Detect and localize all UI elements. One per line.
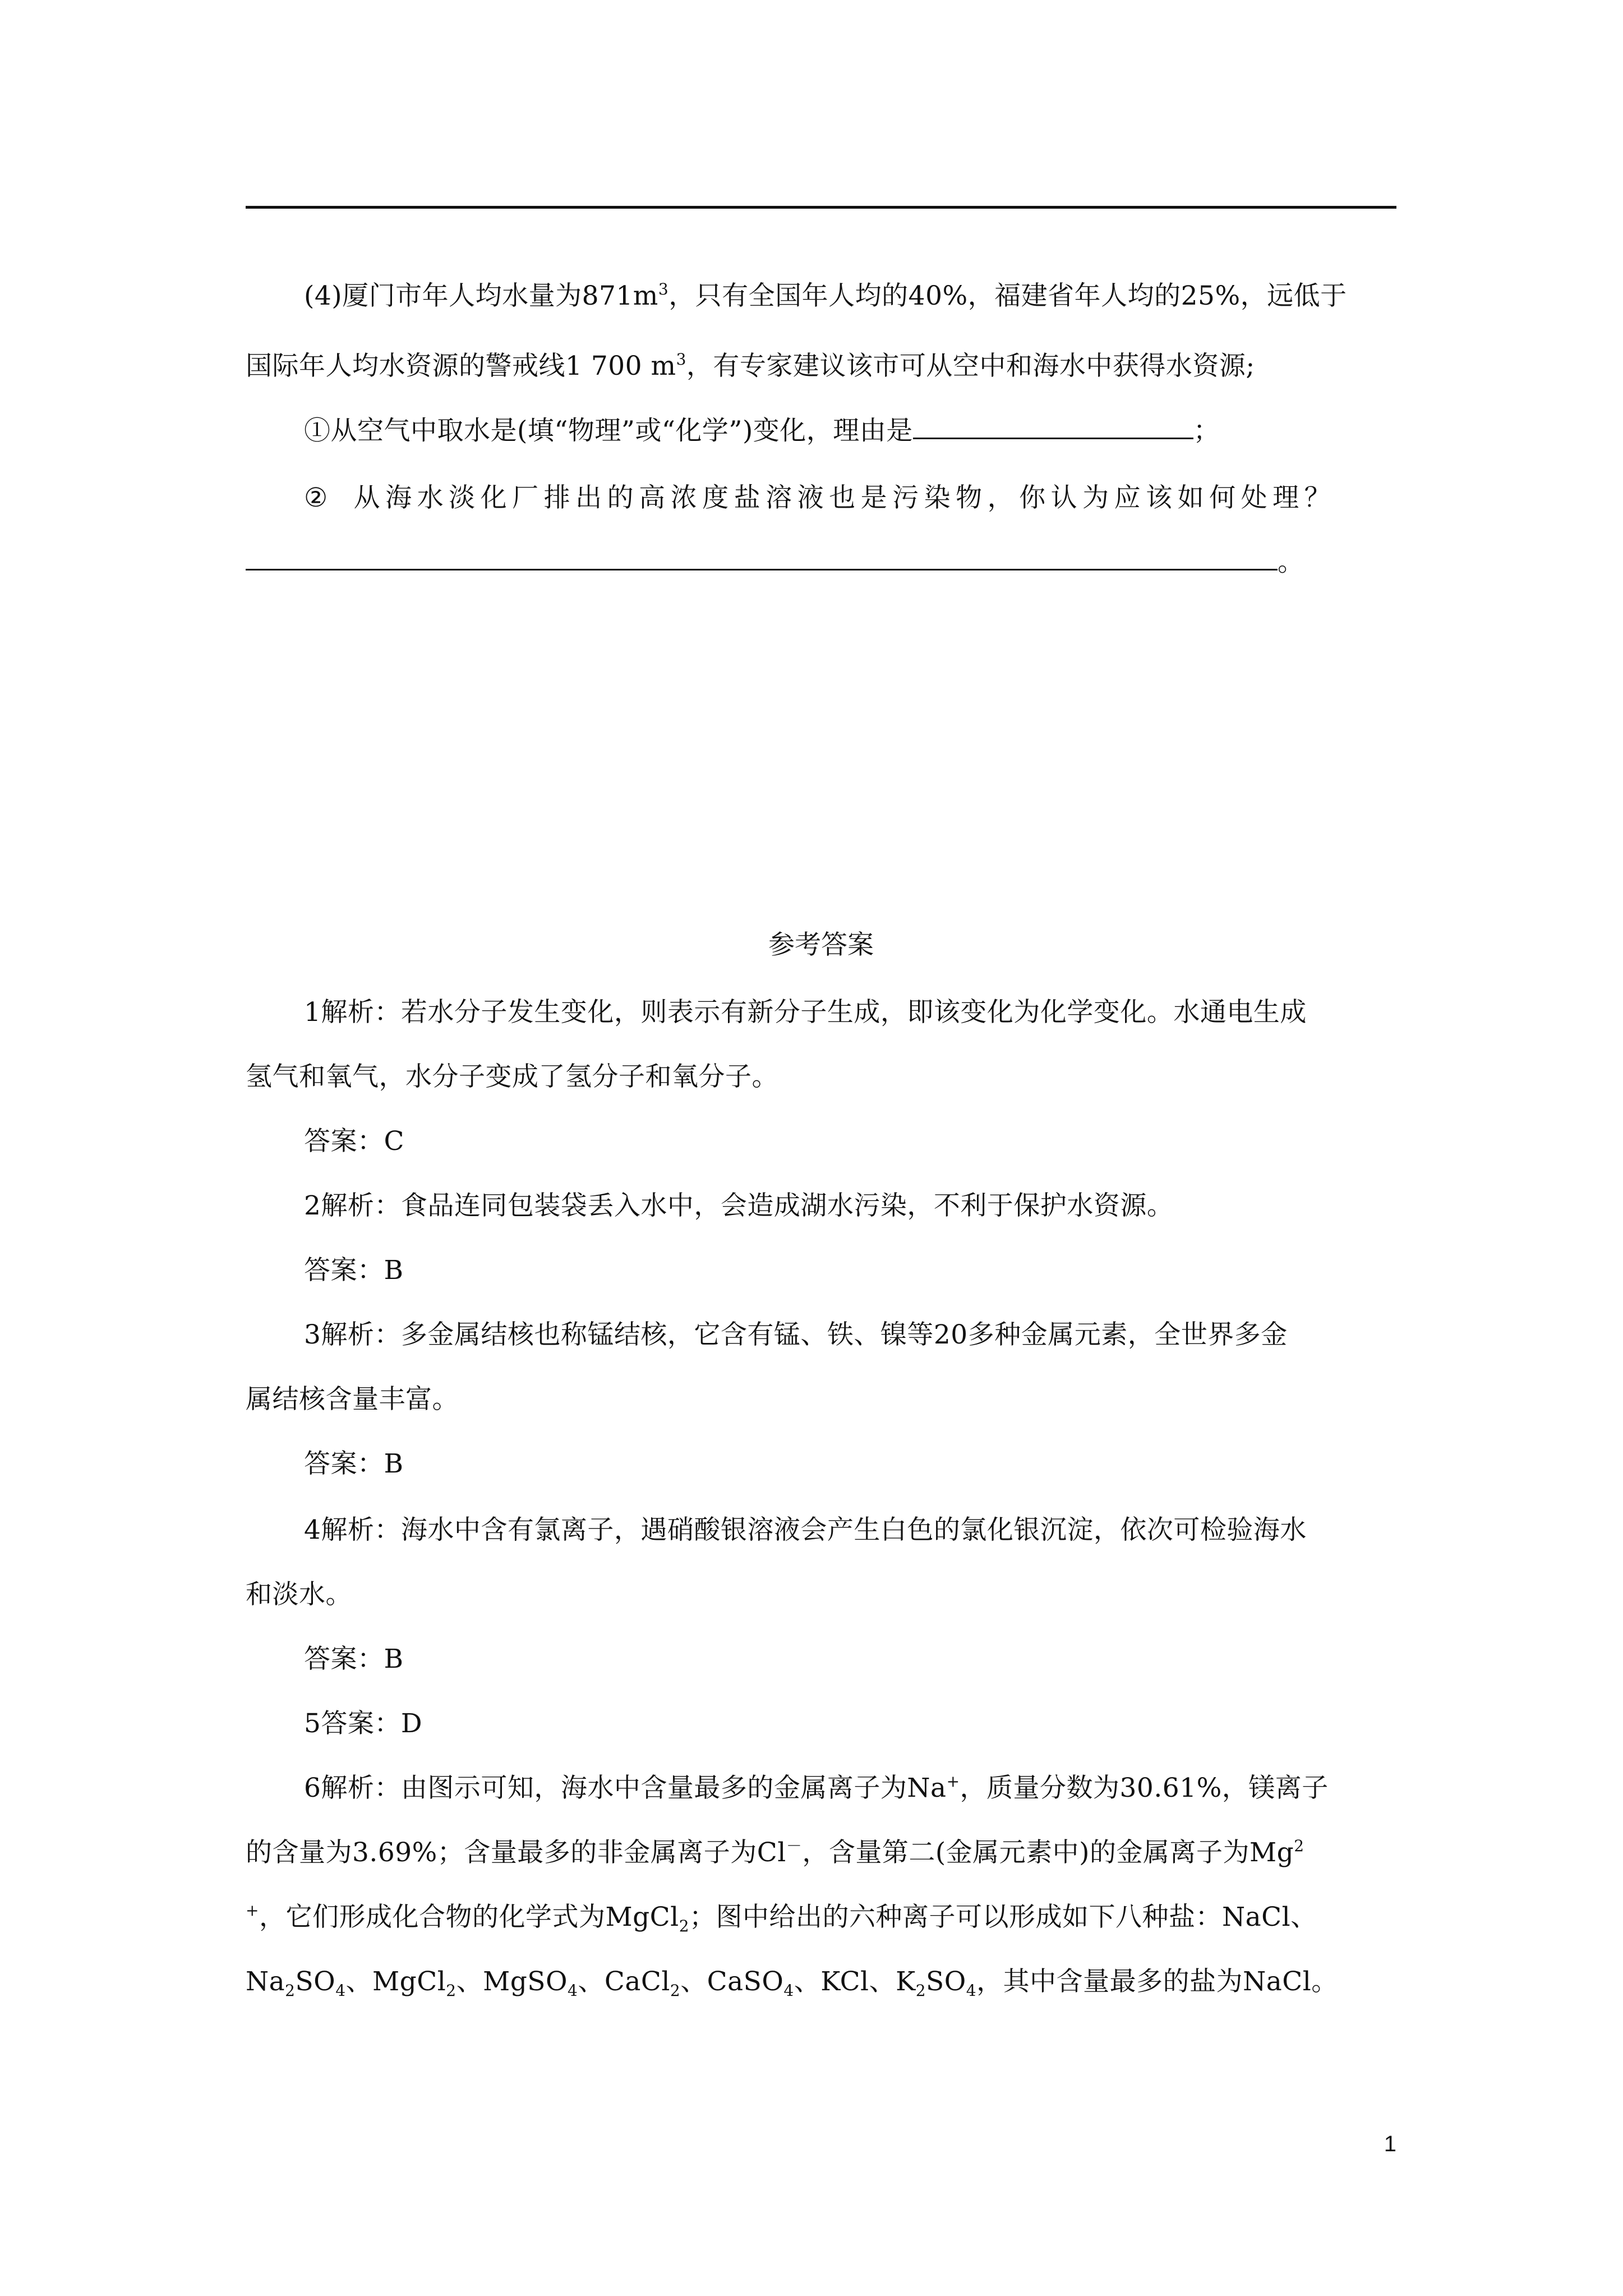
- header-rule: [246, 206, 1396, 209]
- answer-2-result: 答案：B: [304, 1255, 404, 1286]
- answer-6-line-2: 的含量为3.69%；含量最多的非金属离子为Cl－，含量第二(金属元素中)的金属离子为Mg$^2$: [246, 1837, 1304, 1868]
- answer-4-line-2: 和淡水。: [246, 1579, 352, 1610]
- answer-6-line-3: +，它们形成化合物的化学式为MgCl$_2$；图中给出的六种离子可以形成如下八种盐：NaCl、: [246, 1901, 1317, 1935]
- answer-1-line-1: 1解析：若水分子发生变化，则表示有新分子生成，即该变化为化学变化。水通电生成: [304, 997, 1307, 1028]
- q4-line-2: 国际年人均水资源的警戒线1 700 $m^3$，有专家建议该市可从空中和海水中获得水资源;: [246, 350, 1255, 381]
- answer-blank-1[interactable]: [913, 414, 1193, 439]
- answer-1-result: 答案：C: [304, 1126, 404, 1157]
- answer-1-line-2: 氢气和氧气，水分子变成了氢分子和氧分子。: [246, 1061, 778, 1092]
- answer-4-line-1: 4解析：海水中含有氯离子，遇硝酸银溶液会产生白色的氯化银沉淀，依次可检验海水: [304, 1515, 1307, 1545]
- answer-6-line-1: 6解析：由图示可知，海水中含量最多的金属离子为Na+，质量分数为30.61%，镁离子: [304, 1772, 1329, 1803]
- answer-3-result: 答案：B: [304, 1448, 404, 1479]
- q4-sub-1: ①从空气中取水是(填“物理”或“化学”)变化，理由是 ；: [304, 414, 1220, 448]
- answer-2-line-1: 2解析：食品连同包装袋丢入水中，会造成湖水污染，不利于保护水资源。: [304, 1190, 1174, 1221]
- answer-6-line-4: $Na_2SO_4$、MgCl$_2$、MgSO$_4$、CaCl$_2$、CaSO$_4$、KCl、$K_2SO_4$，其中含量最多的盐为NaCl。: [246, 1966, 1338, 2000]
- answer-5-result: 5答案：D: [304, 1708, 423, 1739]
- q4-sub-2-blank-line: 。: [246, 545, 1304, 579]
- answer-4-result: 答案：B: [304, 1644, 404, 1674]
- q4-sub-2: ② 从海水淡化厂排出的高浓度盐溶液也是污染物，你认为应该如何处理？: [304, 482, 1336, 513]
- answers-title: 参考答案: [768, 930, 874, 960]
- answer-blank-2[interactable]: [246, 545, 1278, 570]
- q4-line-1: (4)厦门市年人均水量为$871m^3$，只有全国年人均的40%，福建省年人均的25%，远低于: [304, 280, 1347, 311]
- page-number: 1: [1384, 2132, 1396, 2156]
- answer-3-line-2: 属结核含量丰富。: [246, 1384, 459, 1415]
- answer-3-line-1: 3解析：多金属结核也称锰结核，它含有锰、铁、镍等20多种金属元素，全世界多金: [304, 1319, 1288, 1350]
